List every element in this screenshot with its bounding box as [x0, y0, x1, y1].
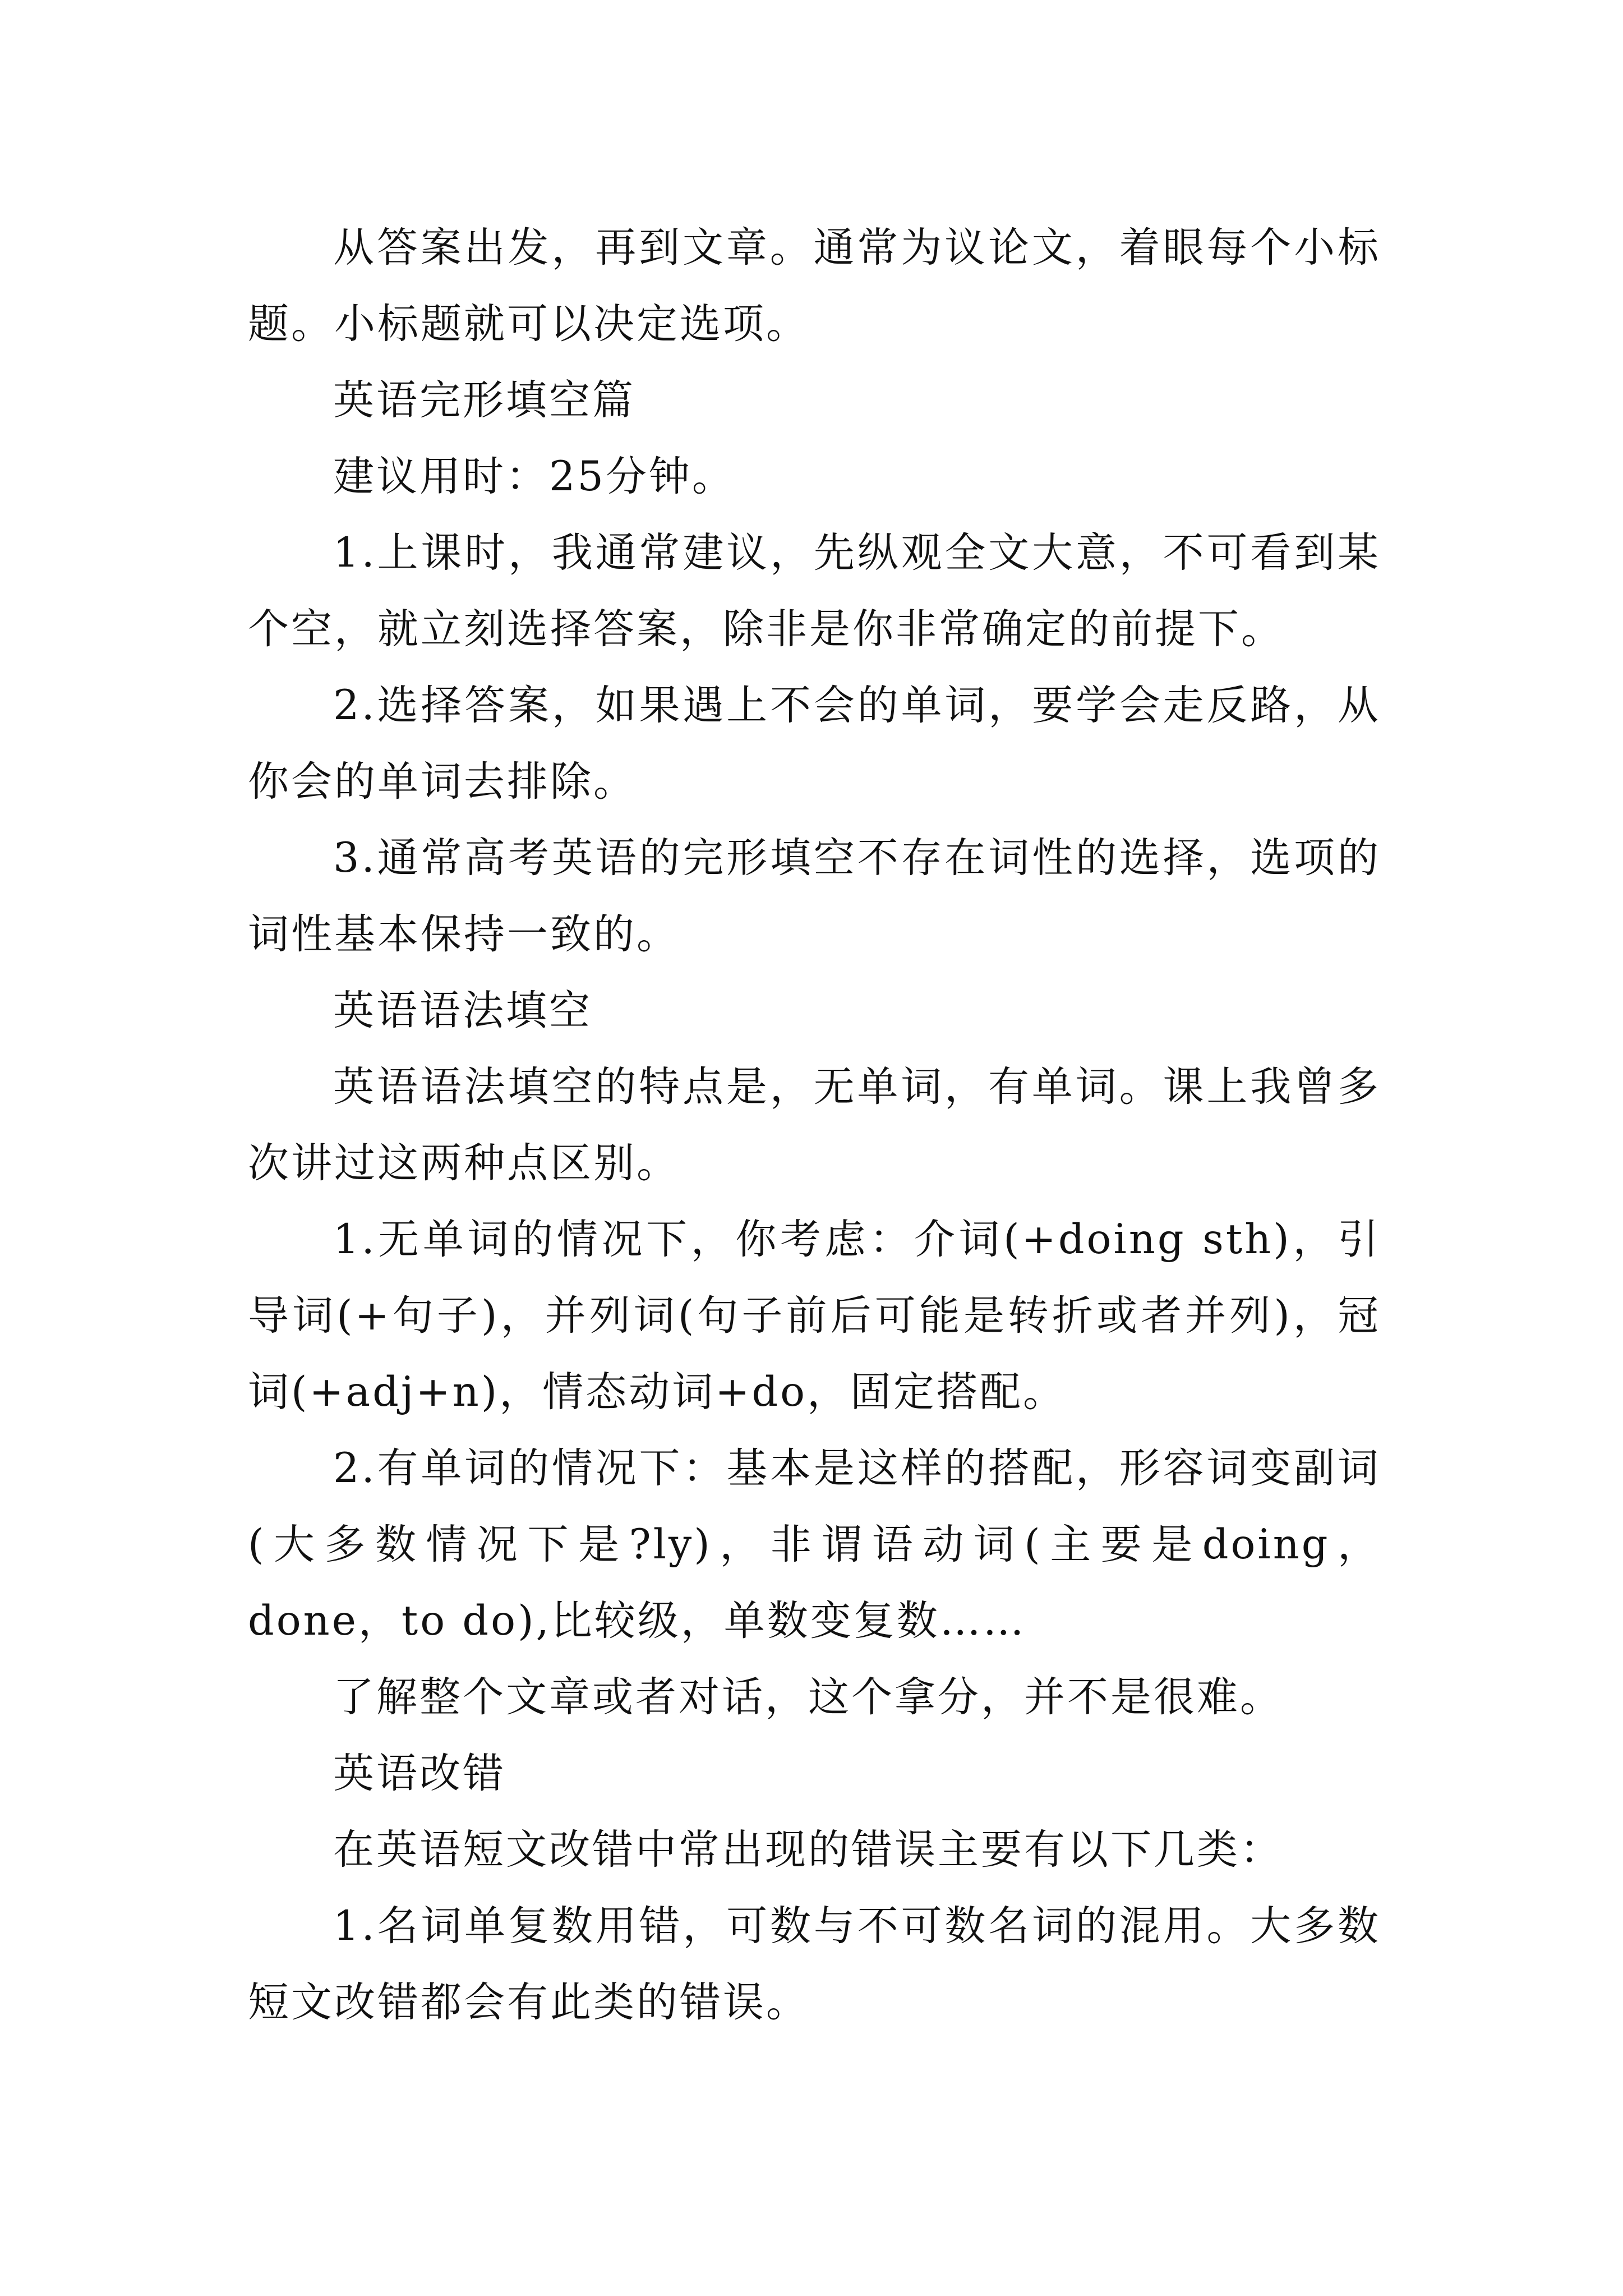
- paragraph-error-1: 1.名词单复数用错，可数与不可数名词的混用。大多数短文改错都会有此类的错误。: [248, 1902, 1381, 2026]
- paragraph-error-intro: 在英语短文改错中常出现的错误主要有以下几类：: [333, 1826, 1283, 1874]
- paragraph-cloze-1: 1.上课时，我通常建议，先纵观全文大意，不可看到某个空，就立刻选择答案，除非是你非常确定的前提下。: [248, 529, 1381, 653]
- heading-error-correction: 英语改错: [333, 1750, 506, 1797]
- paragraph-intro: 从答案出发，再到文章。通常为议论文，着眼每个小标题。小标题就可以决定选项。: [248, 224, 1381, 348]
- paragraph-time: 建议用时：25分钟。: [333, 453, 735, 500]
- paragraph-grammar-note: 了解整个文章或者对话，这个拿分，并不是很难。: [333, 1673, 1283, 1721]
- paragraph-grammar-1: 1.无单词的情况下，你考虑：介词(+doing sth)，引导词(+句子)，并列词(句子前后可能是转折或者并列)，冠词(+adj+n)，情态动词+do，固定搭配。: [248, 1216, 1381, 1416]
- paragraph-grammar-2: 2.有单词的情况下：基本是这样的搭配，形容词变副词(大多数情况下是?ly)，非谓语动词(主要是doing，done，to do),比较级，单数变复数……: [248, 1444, 1381, 1645]
- paragraph-grammar-intro: 英语语法填空的特点是，无单词，有单词。课上我曾多次讲过这两种点区别。: [248, 1063, 1381, 1187]
- heading-grammar-fill: 英语语法填空: [333, 987, 592, 1034]
- paragraph-cloze-3: 3.通常高考英语的完形填空不存在词性的选择，选项的词性基本保持一致的。: [248, 834, 1381, 958]
- document-body: [248, 210, 1381, 2041]
- heading-cloze: 英语完形填空篇: [333, 376, 635, 424]
- paragraph-cloze-2: 2.选择答案，如果遇上不会的单词，要学会走反路，从你会的单词去排除。: [248, 682, 1381, 806]
